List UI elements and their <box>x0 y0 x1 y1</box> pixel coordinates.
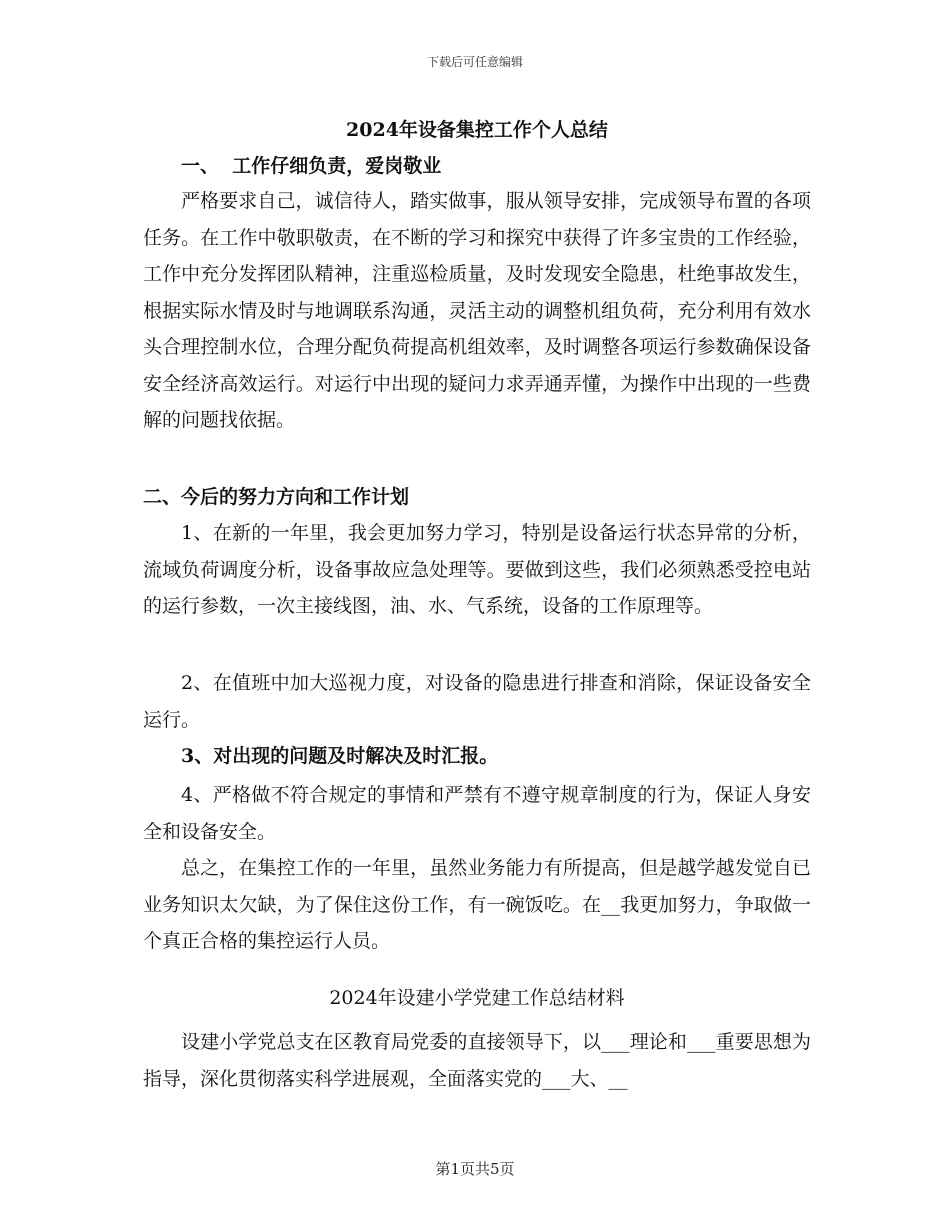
section1-body: 严格要求自己，诚信待人，踏实做事，服从领导安排，完成领导布置的各项任务。在工作中敬职敬责，在不断的学习和探究中获得了许多宝贵的工作经验，工作中充分发挥团队精神，注重巡检质量，及时发现安全隐患，杜绝事故发生，根据实际水情及时与地调联系沟通，灵活主动的调整机组负荷，充分利用有效水头合理控制水位，合理分配负荷提高机组效率，及时调整各项运行参数确保设备安全经济高效运行。对运行中出现的疑问力求弄通弄懂，为操作中出现的一些费解的问题找依据。 <box>143 190 811 431</box>
page-footer: 第1页共5页 <box>435 1160 515 1178</box>
plan-item-4: 4、严格做不符合规定的事情和严禁有不遵守规章制度的行为，保证人身安全和设备安全。 <box>143 784 811 843</box>
doc2-body: 设建小学党总支在区教育局党委的直接领导下，以___理论和___重要思想为指导，深化贯彻落实科学进展观，全面落实党的___大、__ <box>143 1031 811 1090</box>
plan-item-1: 1、在新的一年里，我会更加努力学习，特别是设备运行状态异常的分析，流域负荷调度分析，设备事故应急处理等。要做到这些，我们必须熟悉受控电站的运行参数，一次主接线图，油、水、气系统，设备的工作原理等。 <box>143 522 811 617</box>
doc2-title: 2024年设建小学党建工作总结材料 <box>329 987 625 1009</box>
section1-heading: 一、 工作仔细负责，爱岗敬业 <box>181 155 442 177</box>
section2-heading: 二、今后的努力方向和工作计划 <box>143 486 410 508</box>
doc1-title: 2024年设备集控工作个人总结 <box>346 119 608 141</box>
conclusion: 总之，在集控工作的一年里，虽然业务能力有所提高，但是越学越发觉自已业务知识太欠缺，为了保住这份工作，有一碗饭吃。在__我更加努力，争取做一个真正合格的集控运行人员。 <box>143 857 811 952</box>
header-note: 下载后可任意编辑 <box>426 55 523 69</box>
plan-item-2: 2、在值班中加大巡视力度，对设备的隐患进行排查和消除，保证设备安全运行。 <box>143 672 811 731</box>
plan-item-3: 3、对出现的问题及时解决及时汇报。 <box>181 745 499 767</box>
